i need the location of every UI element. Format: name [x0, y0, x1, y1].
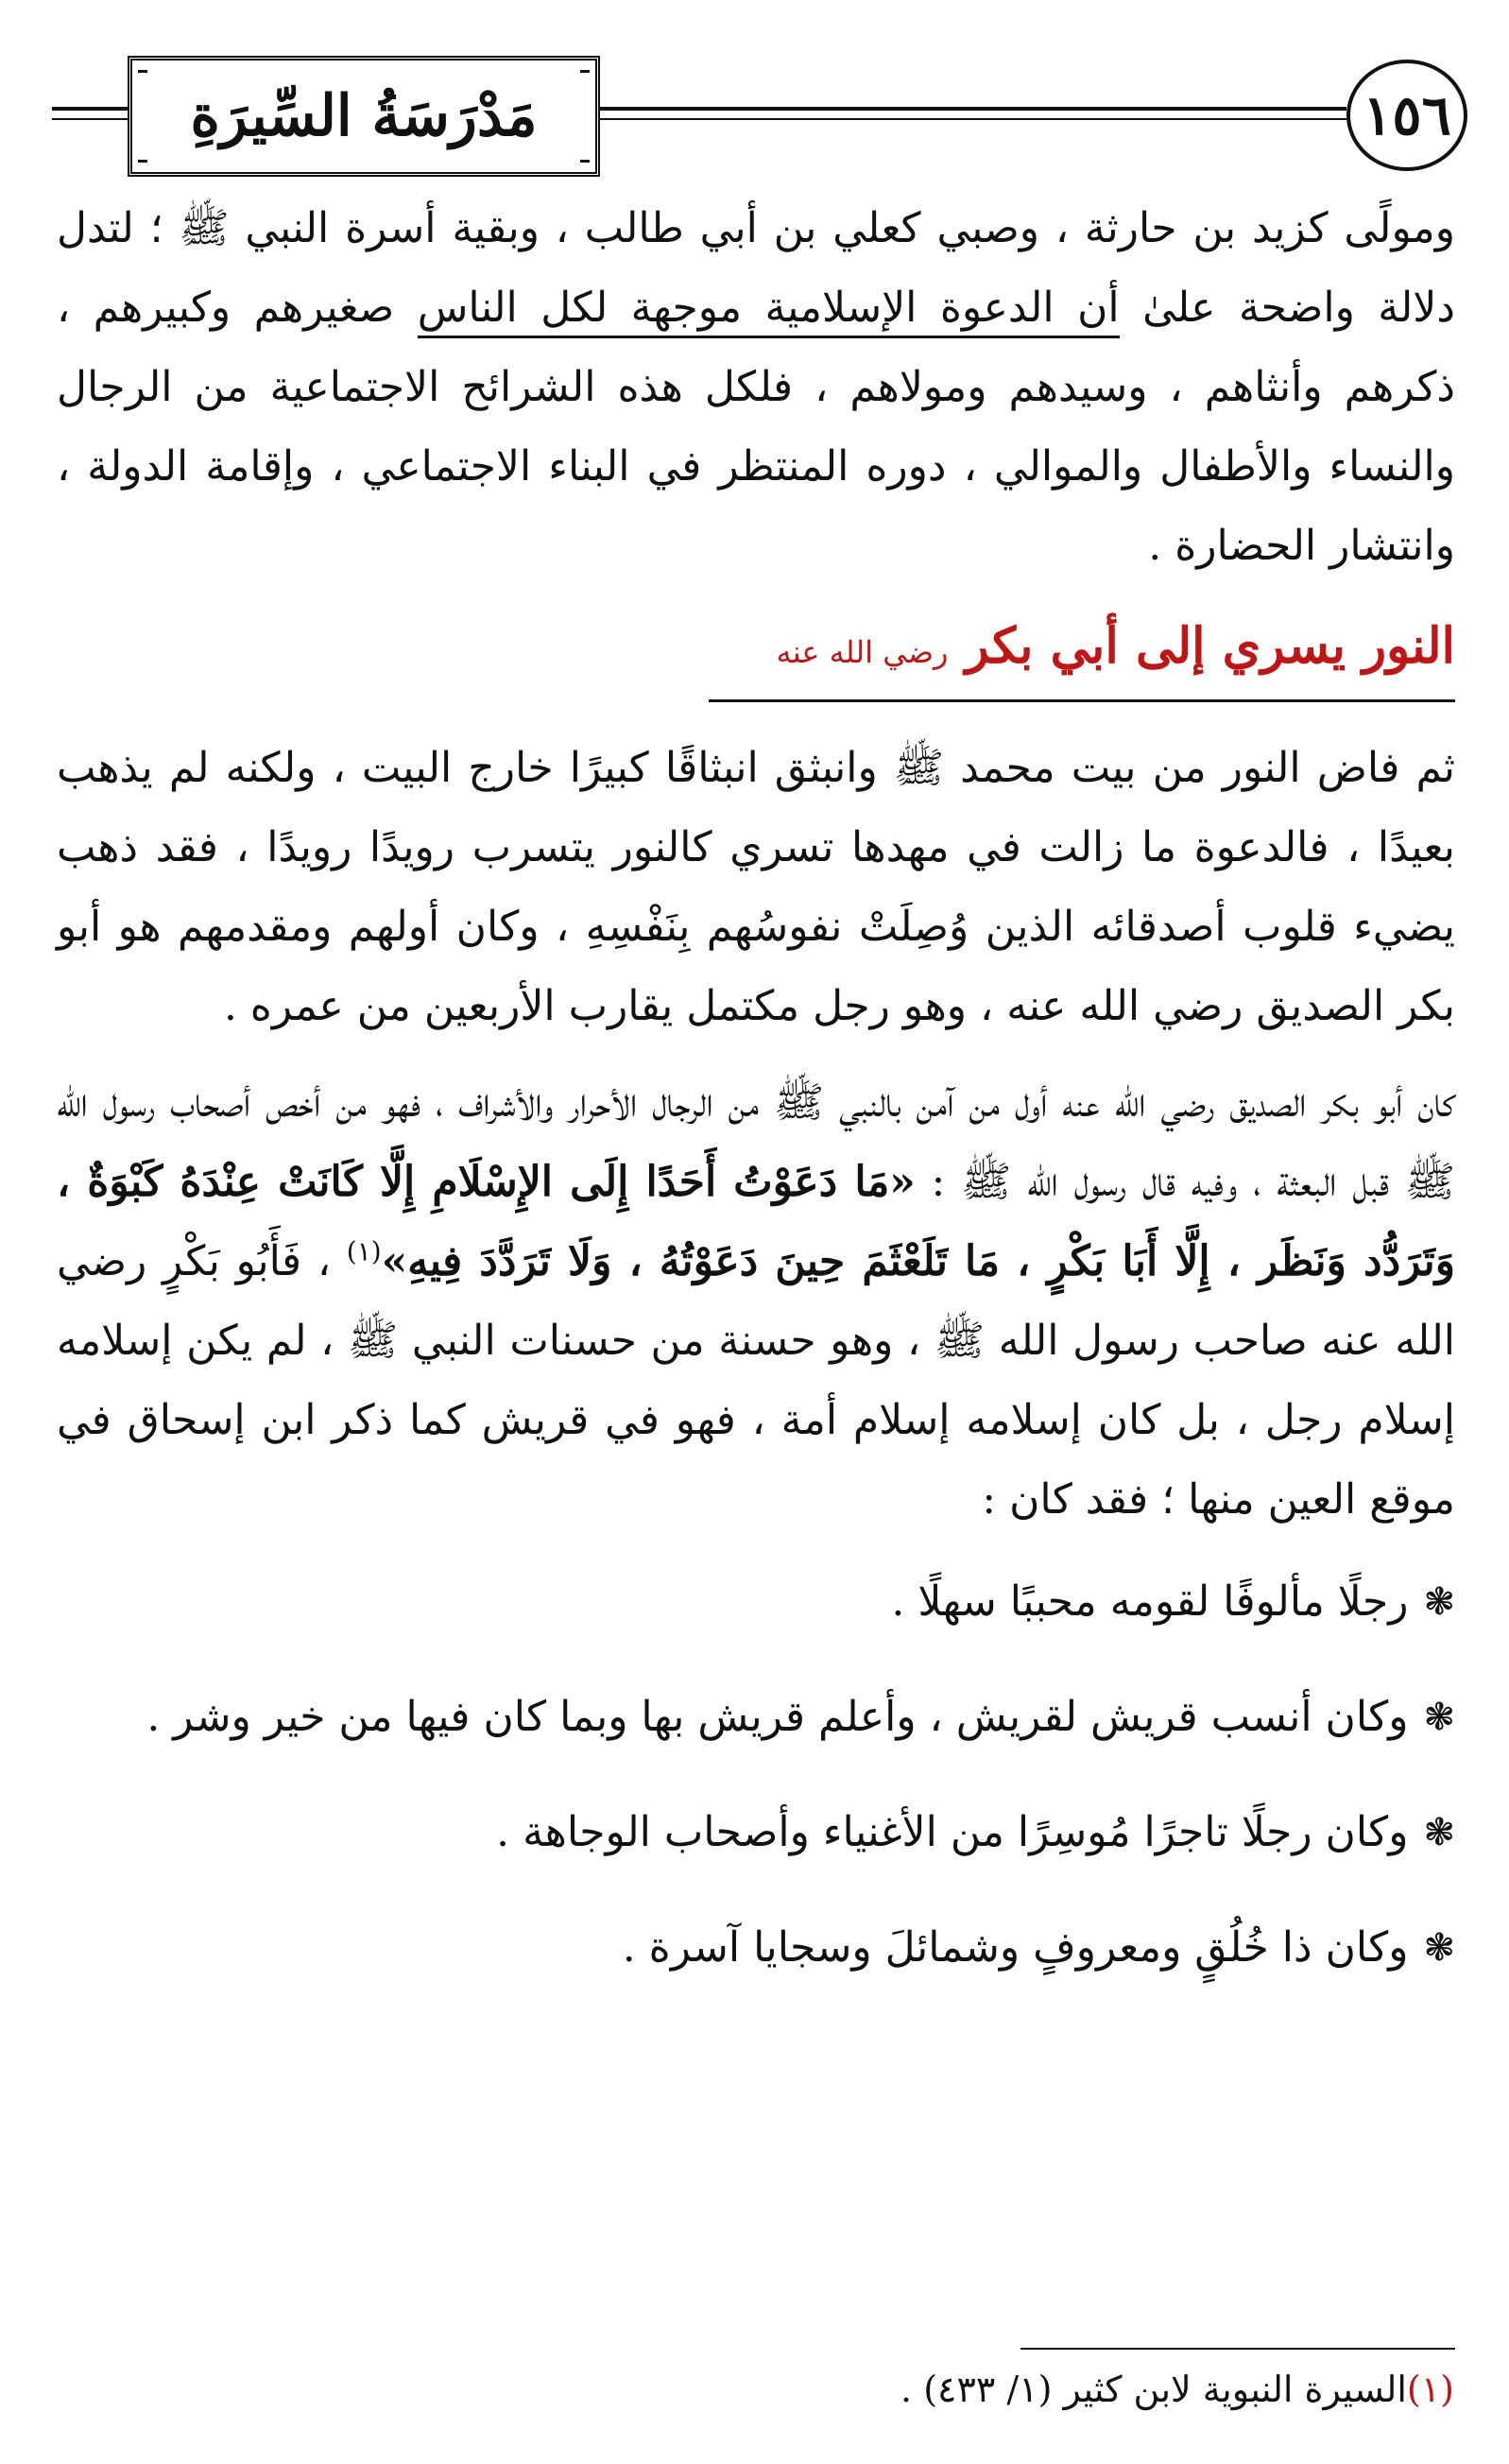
paragraph-3-start: كان أبو بكر الصديق رضي الله عنه أول من آمن بالنبي ﷺ من الرجال الأحرار والأشراف ، فهو من أخص أصحاب رسول الله ﷺ قبل البعثة ، وفيه قال رسول الله ﷺ :	[57, 1078, 1455, 1206]
list-item-text: رجلًا مألوفًا لقومه محببًا سهلًا .	[891, 1577, 1409, 1626]
list-item-text: وكان رجلًا تاجرًا مُوسِرًا من الأغنياء وأصحاب الوجاهة .	[496, 1808, 1409, 1856]
footnote-reference: (١)	[346, 1235, 382, 1267]
paragraph-1-start: ومولًى كزيد بن حارثة ، وصبي كعلي بن أبي طالب ، وبقية أسرة النبي ﷺ ؛ لتدل دلالة واضحة علىٰ	[57, 204, 1455, 332]
paragraph-2: ثم فاض النور من بيت محمد ﷺ وانبثق انبثاقًا كبيرًا خارج البيت ، ولكنه لم يذهب بعيدًا ، فالدعوة ما زالت في مهدها تسري كالنور يتسرب رويدًا رويدًا ، فقد ذهب يضيء قلوب أصدقائه الذين وُصِلَتْ نفوسُهم بِنَفْسِهِ ، وكان أولهم ومقدمهم هو أبو بكر الصديق رضي الله عنه ، وهو رجل مكتمل يقارب الأربعين من عمره .	[57, 744, 1455, 1030]
header-rule-mid-bottom	[591, 118, 1346, 120]
footnote-text: السيرة النبوية لابن كثير (١/ ٤٣٣) .	[900, 2369, 1407, 2410]
paragraph-1	[57, 189, 1455, 586]
paragraph-1-end: صغيرهم وكبيرهم ، ذكرهم وأنثاهم ، وسيدهم ومولاهم ، فلكل هذه الشرائح الاجتماعية من الرجال والنساء والأطفال والموالي ، دوره المنتظر في البناء الاجتماعي ، وإقامة الدولة ، وانتشار الحضارة .	[57, 284, 1455, 570]
list-item	[57, 1793, 1455, 1872]
list-item	[57, 1562, 1455, 1642]
footnote	[509, 2361, 1454, 2418]
list-item-text: وكان أنسب قريش لقريش ، وأعلم قريش بها وبما كان فيها من خير وشر .	[146, 1693, 1409, 1741]
header-rule-left-top	[52, 107, 128, 111]
footnote-number: (١)	[1406, 2369, 1454, 2410]
page-body	[57, 189, 1455, 2024]
list-item-text: وكان ذا خُلُقٍ ومعروفٍ وشمائلَ وسجايا آسرة .	[622, 1923, 1409, 1972]
flower-bullet-icon: ❃	[1423, 1926, 1455, 1970]
section-heading-text: النور يسري إلى أبي بكر	[965, 617, 1455, 675]
bullet-list	[57, 1562, 1455, 1988]
header-rule-mid-top	[591, 107, 1346, 111]
flower-bullet-icon: ❃	[1423, 1811, 1455, 1854]
book-title: مَدْرَسَةُ السِّيرَةِ	[128, 56, 600, 177]
flower-bullet-icon: ❃	[1423, 1580, 1455, 1624]
flower-bullet-icon: ❃	[1423, 1696, 1455, 1739]
list-item	[57, 1678, 1455, 1757]
paragraph-3-end: ، فَأَبُو بَكْرٍ رضي الله عنه صاحب رسول الله ﷺ ، وهو حسنة من حسنات النبي ﷺ ، لم يكن إسلامه إسلام رجل ، بل كان إسلامه إسلام أمة ، فهو في قريش كما ذكر ابن إسحاق في موقع العين منها ؛ فقد كان :	[57, 1237, 1455, 1524]
paragraph-3	[57, 1063, 1455, 1540]
hadith-quote: «مَا دَعَوْتُ أَحَدًا إِلَى الإِسْلَامِ إِلَّا كَانَتْ عِنْدَهُ كَبْوَةٌ ، وَتَرَدُّد وَنَظَر ، إِلَّا أَبَا بَكْرٍ ، مَا تَلَعْثَمَ حِينَ دَعَوْتُهُ ، وَلَا تَرَدَّدَ فِيهِ»	[57, 1158, 1455, 1285]
header-rule-left-bottom	[52, 118, 128, 120]
list-item	[57, 1908, 1455, 1988]
footnote-divider	[1020, 2348, 1455, 2350]
honorific-glyph: رضي الله عنه	[776, 634, 949, 670]
page-number: ١٥٦	[1346, 60, 1467, 171]
underlined-phrase: أن الدعوة الإسلامية موجهة لكل الناس	[418, 284, 1120, 338]
section-heading	[709, 599, 1455, 702]
page-header	[52, 52, 1460, 175]
